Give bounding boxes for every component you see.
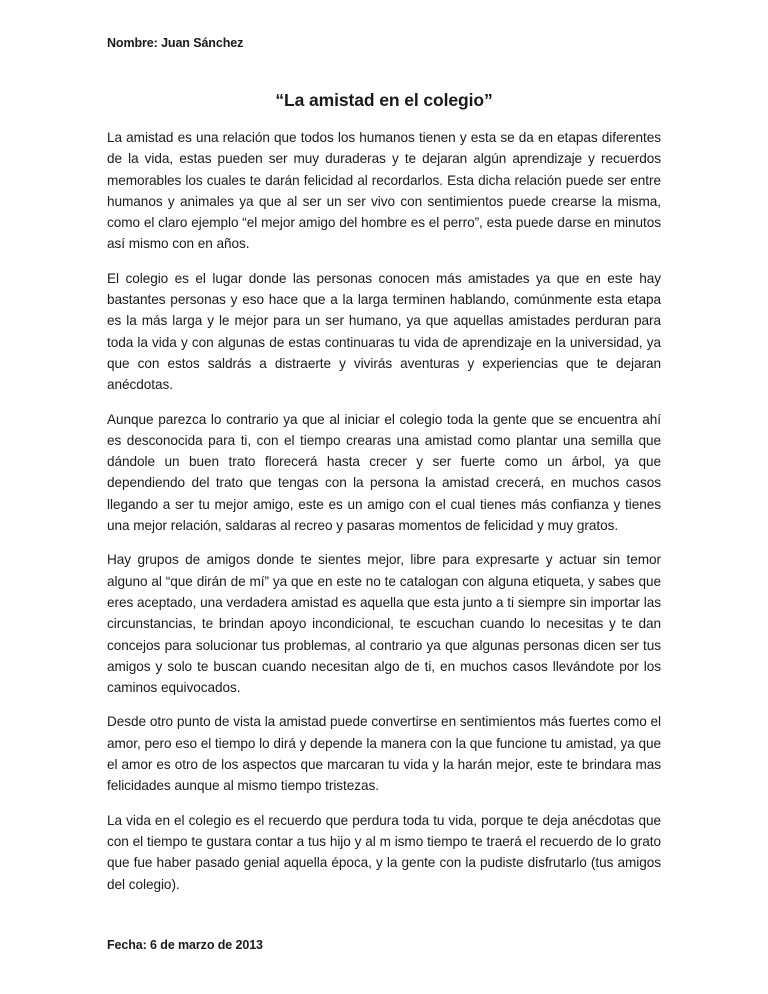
- paragraph-3: Aunque parezca lo contrario ya que al iniciar el colegio toda la gente que se encuentra ahí es desconocida para ti, con el tiempo crearas una amistad como plantar una semilla que dándole un buen trato florecerá hasta crecer y ser fuerte como un árbol, ya que dependiendo del trato que tengas con la persona la amistad crecerá, en muchos casos llegando a ser tu mejor amigo, este es un amigo con el cual tienes más confianza y tienes una mejor relación, saldaras al recreo y pasaras momentos de felicidad y muy gratos.: [107, 411, 661, 534]
- document-title: “La amistad en el colegio”: [275, 90, 493, 110]
- paragraph-4: Hay grupos de amigos donde te sientes mejor, libre para expresarte y actuar sin temor alguno al “que dirán de mí” ya que en este no te catalogan con alguna etiqueta, y sabes que eres aceptado, una verdadera amistad es aquella que esta junto a ti siempre sin importar las circunstancias, te brindan apoyo incondicional, te escuchan cuando lo necesitas y te dan concejos para solucionar tus problemas, al contrario ya que algunas personas dicen ser tus amigos y solo te buscan cuando necesitan algo de ti, en muchos casos llevándote por los caminos equivocados.: [107, 552, 661, 696]
- paragraph-5: Desde otro punto de vista la amistad puede convertirse en sentimientos más fuertes como el amor, pero eso el tiempo lo dirá y depende la manera con la que funcione tu amistad, ya que el amor es otro de los aspectos que marcaran tu vida y la harán mejor, este te brindara mas felicidades aunque al mismo tiempo tristezas.: [107, 714, 661, 794]
- document-body: [107, 127, 661, 908]
- paragraph-1: La amistad es una relación que todos los humanos tienen y esta se da en etapas diferentes de la vida, estas pueden ser muy duraderas y te dejaran algún aprendizaje y recuerdos memorables los cuales te darán felicidad al recordarlos. Esta dicha relación puede ser entre humanos y animales ya que al ser un ser vivo con sentimientos puede crearse la misma, como el claro ejemplo “el mejor amigo del hombre es el perro”, esta puede darse en minutos así mismo con en años.: [107, 130, 661, 252]
- document-date: Fecha: 6 de marzo de 2013: [107, 938, 263, 952]
- paragraph-6: La vida en el colegio es el recuerdo que perdura toda tu vida, porque te deja anécdotas que con el tiempo te gustara contar a tus hijo y al m ismo tiempo te traerá el recuerdo de lo grato que fue haber pasado genial aquella época, y la gente con la pudiste disfrutarlo (tus amigos del colegio).: [107, 812, 661, 892]
- author-name: Nombre: Juan Sánchez: [107, 36, 244, 50]
- paragraph-2: El colegio es el lugar donde las personas conocen más amistades ya que en este hay bastantes personas y eso hace que a la larga terminen hablando, comúnmente esta etapa es la más larga y le mejor para un ser humano, ya que aquellas amistades perduran para toda la vida y con algunas de estas continuaras tu vida de aprendizaje en la universidad, ya que con estos saldrás a distraerte y vivirás aventuras y experiencias que te dejaran anécdotas.: [107, 270, 661, 393]
